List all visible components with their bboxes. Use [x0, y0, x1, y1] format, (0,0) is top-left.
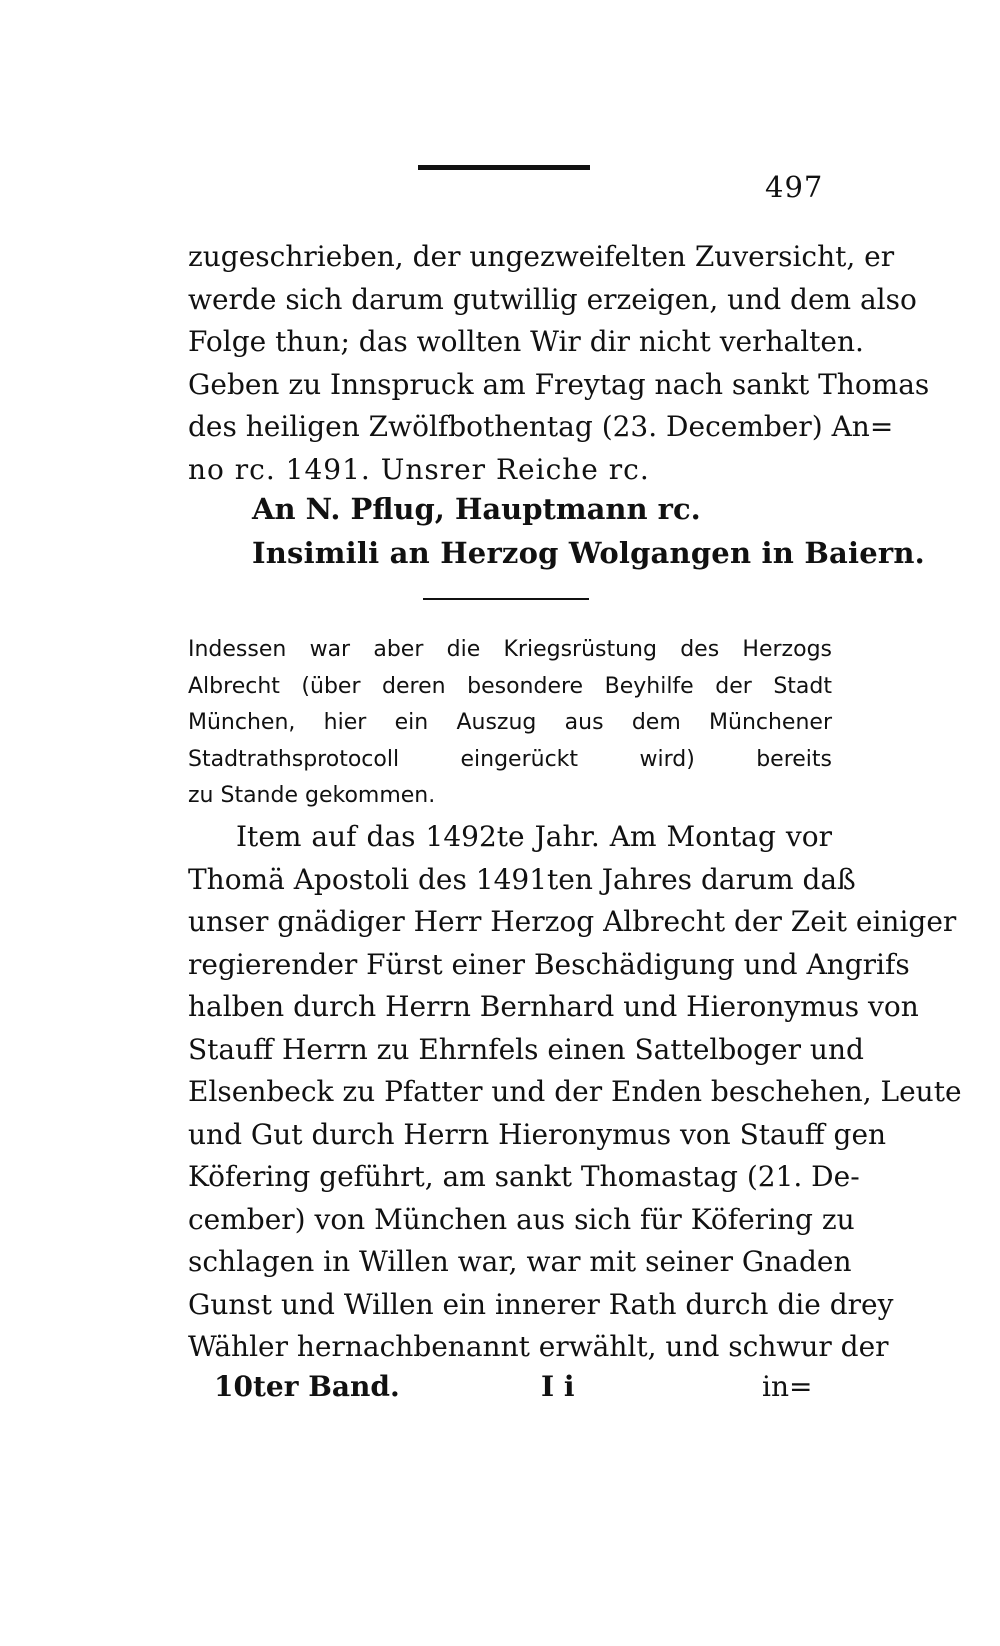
text-line: Elsenbeck zu Pfatter und der Enden beschehen, Leute [188, 1075, 962, 1108]
text-line: und Gut durch Herrn Hieronymus von Stauff gen [188, 1117, 887, 1151]
page-number: 497 [765, 170, 824, 204]
address-line-1: An N. Pflug, Hauptmann rc. [252, 492, 701, 526]
text-line: cember) von München aus sich für Köfering zu [188, 1202, 855, 1236]
text-line: Folge thun; das wollten Wir dir nicht verhalten. [188, 325, 864, 359]
note-line: zu Stande gekommen. [188, 783, 436, 808]
text-line: Gunst und Willen ein innerer Rath durch die drey [188, 1287, 894, 1321]
volume-note: 10ter Band. [214, 1370, 400, 1403]
note-line: Stadtrathsprotocoll eingerückt wird) bereits [188, 746, 832, 772]
text-line: no rc. 1491. Unsrer Reiche rc. [188, 452, 650, 486]
text-line: Geben zu Innspruck am Freytag nach sankt Thomas [188, 367, 930, 401]
editorial-note [188, 632, 832, 815]
address-line-2: Insimili an Herzog Wolgangen in Baiern. [252, 536, 925, 570]
header-rule [418, 165, 590, 170]
signature-mark: I i [541, 1370, 575, 1403]
section-rule [423, 598, 589, 600]
text-line: Item auf das 1492te Jahr. Am Montag vor [236, 820, 832, 853]
note-line: Albrecht (über deren besondere Beyhilfe der Stadt [188, 673, 832, 699]
text-line: unser gnädiger Herr Herzog Albrecht der Zeit einiger [188, 905, 957, 938]
text-line: Köfering geführt, am sankt Thomastag (21. De- [188, 1160, 860, 1193]
note-line: München, hier ein Auszug aus dem Münchener [188, 710, 832, 735]
text-line: Wähler hernachbenannt erwählt, und schwur der [188, 1330, 889, 1363]
text-line: des heiligen Zwölfbothentag (23. December) An= [188, 410, 894, 444]
text-line: werde sich darum gutwillig erzeigen, und dem also [188, 282, 917, 316]
text-line: schlagen in Willen war, war mit seiner Gnaden [188, 1245, 852, 1278]
text-line: zugeschrieben, der ungezweifelten Zuversicht, er [188, 240, 895, 273]
catchword: in= [762, 1370, 813, 1403]
text-line: regierender Fürst einer Beschädigung und Angrifs [188, 947, 910, 981]
text-line: Thomä Apostoli des 1491ten Jahres darum daß [188, 862, 856, 896]
text-line: halben durch Herrn Bernhard und Hieronymus von [188, 990, 919, 1023]
text-line: Stauff Herrn zu Ehrnfels einen Sattelboger und [188, 1032, 864, 1066]
body-text-top [188, 236, 930, 492]
note-line: Indessen war aber die Kriegsrüstung des Herzogs [188, 637, 832, 662]
body-text-bottom [188, 816, 962, 1369]
